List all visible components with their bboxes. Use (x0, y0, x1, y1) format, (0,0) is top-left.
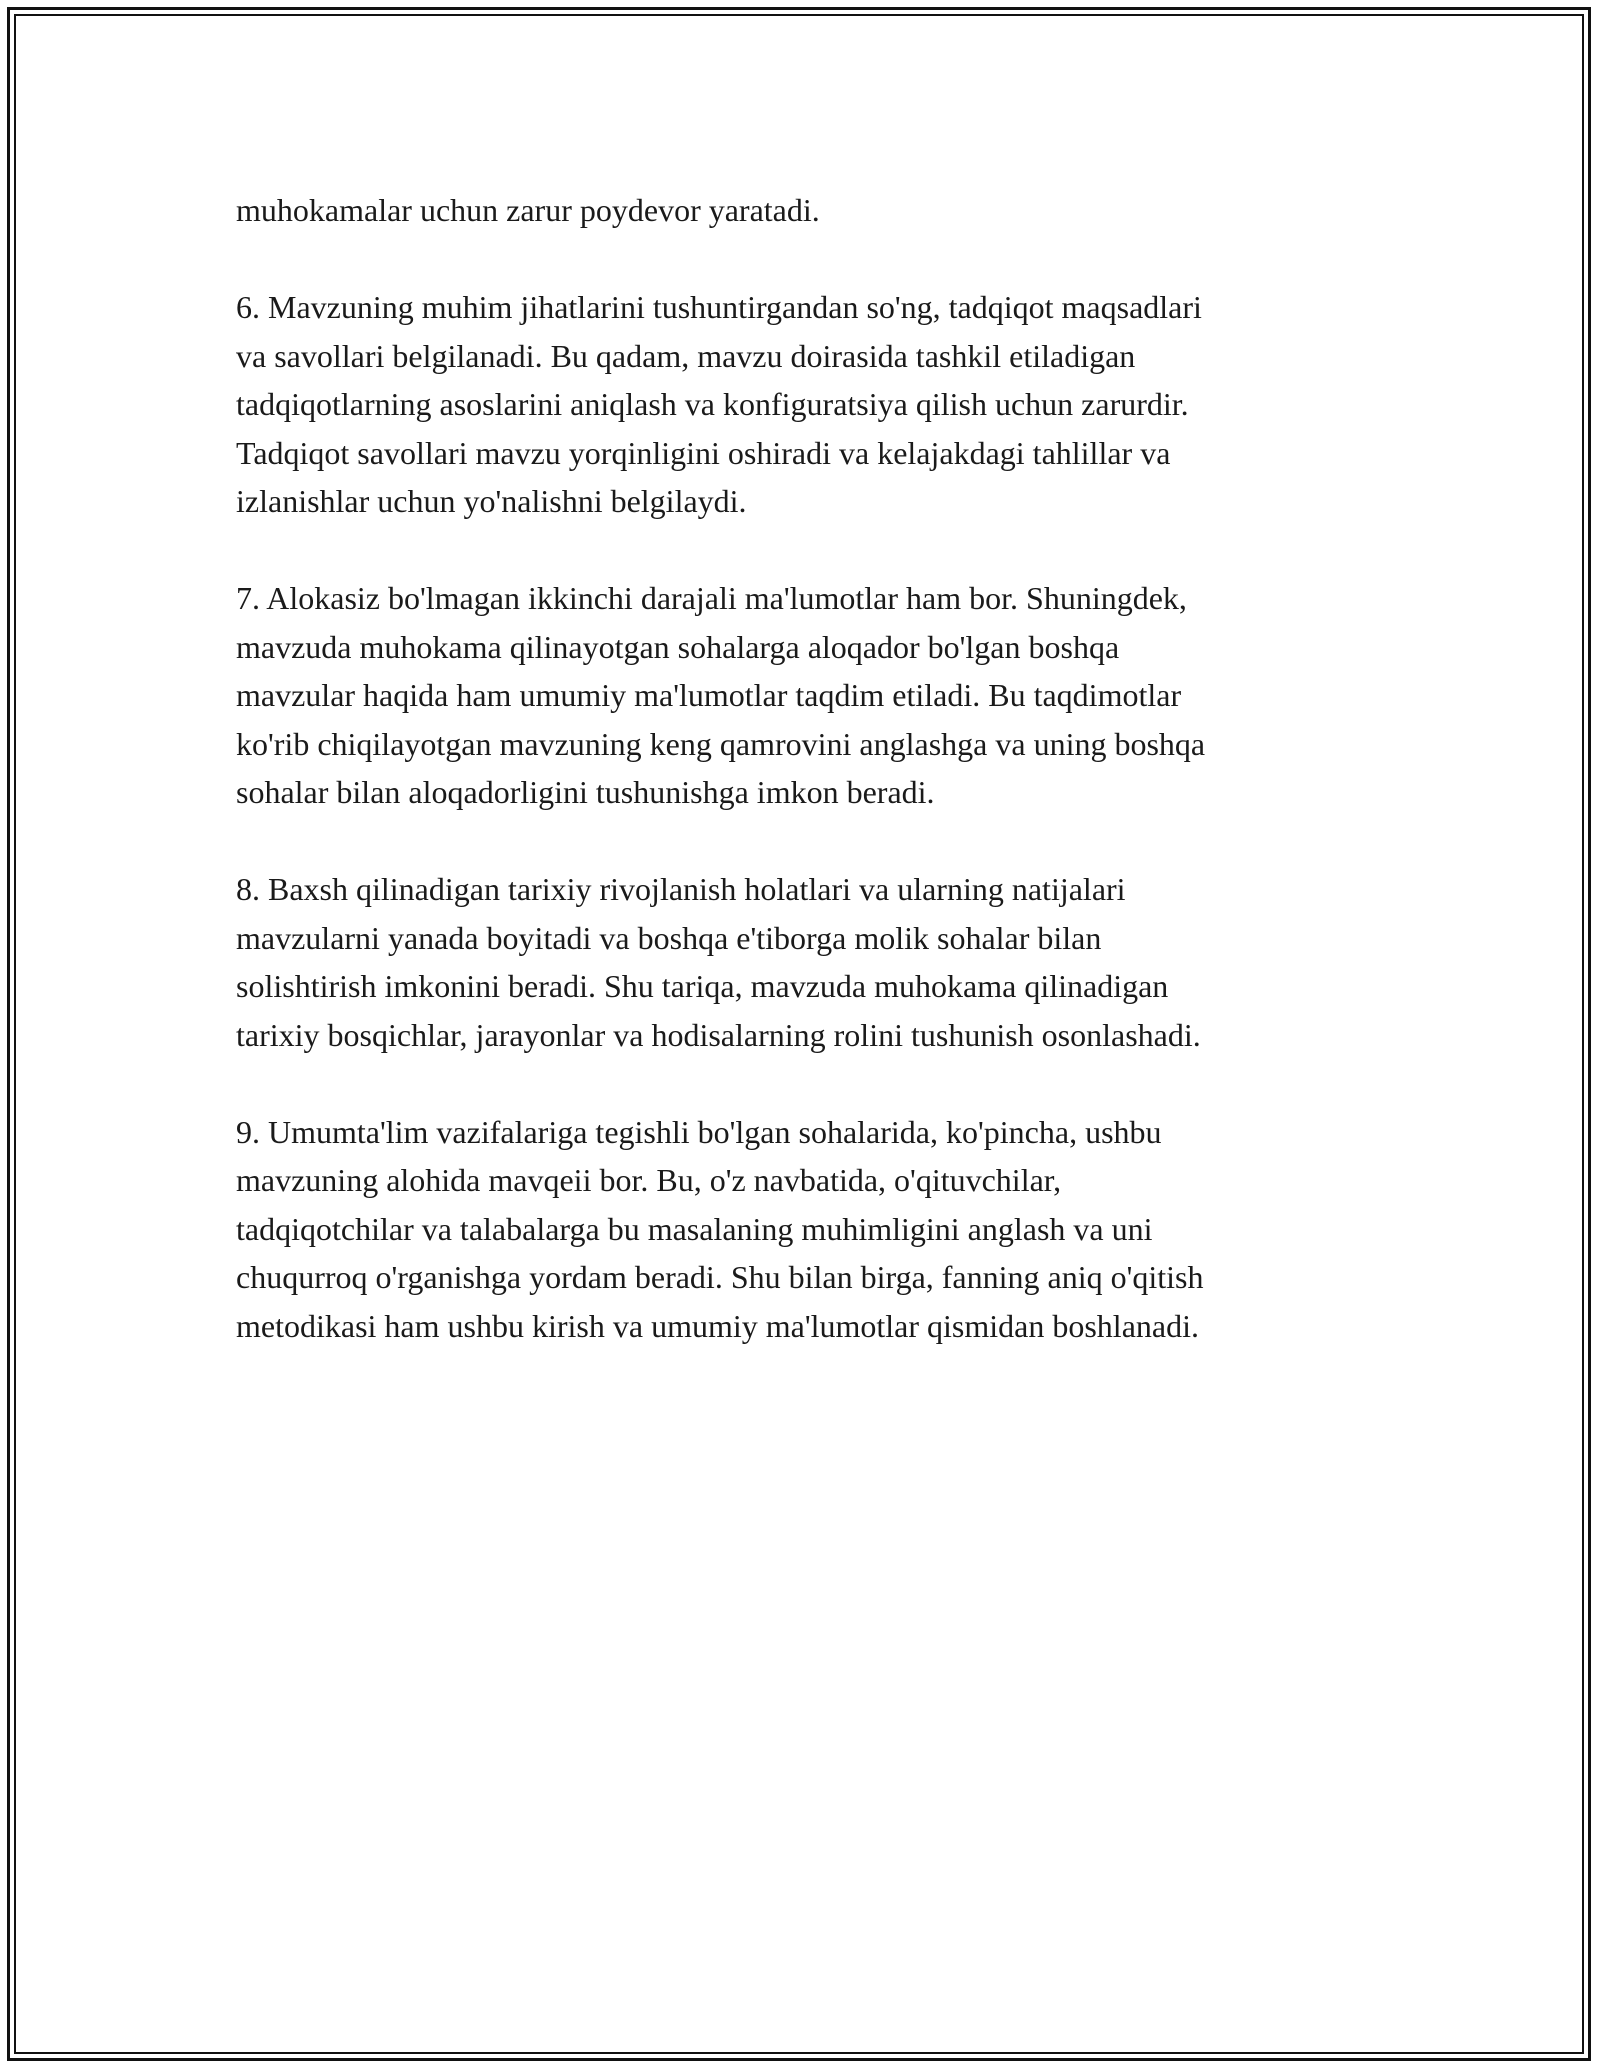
paragraph-item-8: 8. Baxsh qilinadigan tarixiy rivojlanish holatlari va ularning natijalari mavzularni yanada boyitadi va boshqa e'tiborga molik sohalar bilan solishtirish imkonini beradi. Shu tariqa, mavzuda muhokama qilinadigan tarixiy bosqichlar, jarayonlar va hodisalarning rolini tushunish osonlashadi. (236, 871, 1201, 1053)
paragraph-item-6: 6. Mavzuning muhim jihatlarini tushuntirgandan so'ng, tadqiqot maqsadlari va savollari belgilanadi. Bu qadam, mavzu doirasida tashkil etiladigan tadqiqotlarning asoslarini aniqlash va konfiguratsiya qilish uchun zarurdir. Tadqiqot savollari mavzu yorqinligini oshiradi va kelajakdagi tahlillar va izlanishlar uchun yo'nalishni belgilaydi. (236, 289, 1202, 519)
paragraph-continuation: muhokamalar uchun zarur poydevor yaratadi. (236, 192, 820, 228)
paragraph-item-9: 9. Umumta'lim vazifalariga tegishli bo'lgan sohalarida, ko'pincha, ushbu mavzuning alohida mavqeii bor. Bu, o'z navbatida, o'qituvchilar, tadqiqotchilar va talabalarga bu masalaning muhimligini anglash va uni chuqurroq o'rganishga yordam beradi. Shu bilan birga, fanning aniq o'qitish metodikasi ham ushbu kirish va umumiy ma'lumotlar qismidan boshlanadi. (236, 1113, 1204, 1344)
document-body (236, 186, 1406, 1399)
paragraph-item-7: 7. Alokasiz bo'lmagan ikkinchi darajali ma'lumotlar ham bor. Shuningdek, mavzuda muhokama qilinayotgan sohalarga aloqador bo'lgan boshqa mavzular haqida ham umumiy ma'lumotlar taqdim etiladi. Bu taqdimotlar ko'rib chiqilayotgan mavzuning keng qamrovini anglashga va uning boshqa sohalar bilan aloqadorligini tushunishga imkon beradi. (236, 580, 1206, 810)
